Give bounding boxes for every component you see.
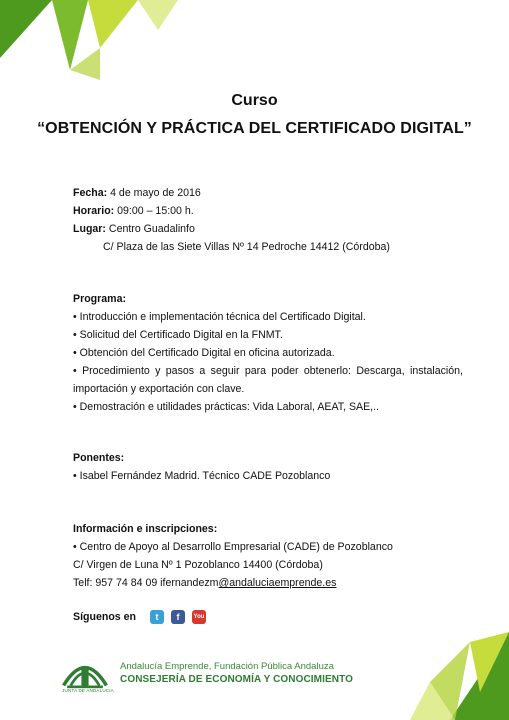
lugar-address: C/ Plaza de las Siete Villas Nº 14 Pedroche 14412 (Córdoba) xyxy=(103,241,390,253)
programa-item: • Solicitud del Certificado Digital en la FNMT. xyxy=(73,329,283,341)
course-details xyxy=(73,184,463,256)
lugar-value: Centro Guadalinfo xyxy=(105,223,195,235)
ponentes-section xyxy=(73,449,463,485)
fecha-label: Fecha: xyxy=(73,187,108,199)
logo-caption: JUNTA DE ANDALUCIA xyxy=(62,688,114,693)
programa-item: • Demostración e utilidades prácticas: Vida Laboral, AEAT, SAE,.. xyxy=(73,401,379,413)
programa-item: • Introducción e implementación técnica del Certificado Digital. xyxy=(73,311,366,323)
footer xyxy=(60,648,353,698)
info-address: C/ Virgen de Luna Nº 1 Pozoblanco 14400 (Córdoba) xyxy=(73,559,323,571)
programa-label: Programa: xyxy=(73,293,126,305)
lugar-label: Lugar: xyxy=(73,223,106,235)
social-row xyxy=(73,606,213,628)
junta-logo xyxy=(60,648,116,698)
programa-section xyxy=(73,290,463,416)
course-title: “OBTENCIÓN Y PRÁCTICA DEL CERTIFICADO DIGITAL” xyxy=(37,120,472,137)
info-center: • Centro de Apoyo al Desarrollo Empresarial (CADE) de Pozoblanco xyxy=(73,541,393,553)
ponentes-label: Ponentes: xyxy=(73,452,125,464)
footer-line1: Andalucía Emprende, Fundación Pública Andaluza xyxy=(120,661,334,672)
horario-label: Horario: xyxy=(73,205,115,217)
bottom-right-decoration xyxy=(410,632,509,720)
course-heading: Curso xyxy=(231,92,278,109)
programa-item: • Obtención del Certificado Digital en oficina autorizada. xyxy=(73,347,335,359)
info-section xyxy=(73,520,463,592)
email-link[interactable]: @andaluciaemprende.es xyxy=(218,577,337,589)
footer-line2: CONSEJERÍA DE ECONOMÍA Y CONOCIMIENTO xyxy=(120,674,353,685)
top-left-decoration xyxy=(0,0,180,80)
lugar-row xyxy=(73,220,463,238)
horario-row xyxy=(73,202,463,220)
social-label: Síguenos en xyxy=(73,611,136,623)
twitter-icon[interactable]: t xyxy=(150,610,164,624)
footer-text xyxy=(120,661,353,685)
fecha-value: 4 de mayo de 2016 xyxy=(107,187,201,199)
horario-value: 09:00 – 15:00 h. xyxy=(114,205,194,217)
info-contact xyxy=(73,574,463,592)
info-label: Información e inscripciones: xyxy=(73,523,218,535)
programa-item: • Procedimiento y pasos a seguir para poder obtenerlo: Descarga, instalación, importación y exportación con clave. xyxy=(73,365,463,395)
facebook-icon[interactable]: f xyxy=(171,610,185,624)
youtube-icon[interactable]: You xyxy=(192,610,206,624)
ponente-item: • Isabel Fernández Madrid. Técnico CADE Pozoblanco xyxy=(73,470,331,482)
fecha-row xyxy=(73,184,463,202)
info-phone: Telf: 957 74 84 09 ifernandezm xyxy=(73,577,219,589)
